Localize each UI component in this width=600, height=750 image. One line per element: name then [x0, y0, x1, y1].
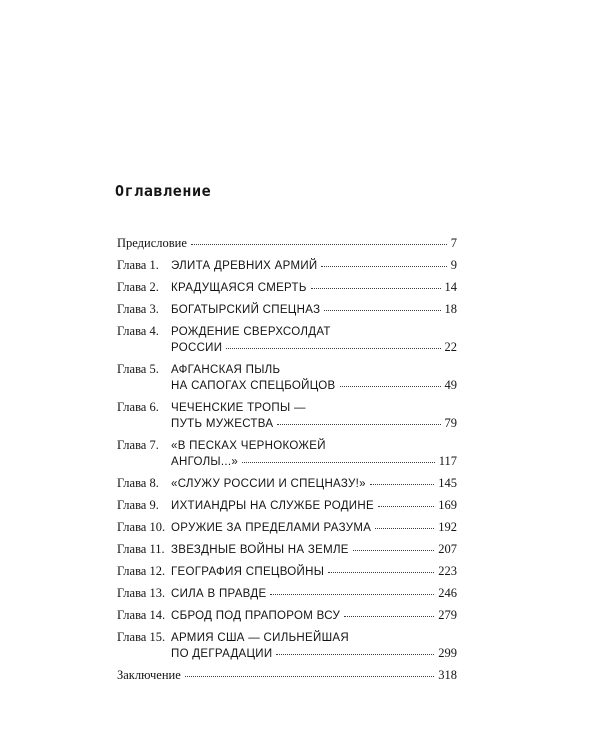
toc-page-number: 192: [438, 520, 457, 534]
chapter-number: Глава 2.: [117, 280, 159, 294]
toc-entry-chapter-14[interactable]: [117, 607, 457, 629]
chapter-number: Глава 11.: [117, 542, 165, 556]
toc-page-number: 22: [444, 340, 457, 354]
dot-leader: [226, 348, 440, 349]
chapter-title: ЗВЕЗДНЫЕ ВОЙНЫ НА ЗЕМЛЕ: [171, 544, 349, 556]
chapter-title: ОРУЖИЕ ЗА ПРЕДЕЛАМИ РАЗУМА: [171, 522, 372, 534]
toc-entry-chapter-12[interactable]: [117, 563, 457, 585]
chapter-title: «СЛУЖУ РОССИИ И СПЕЦНАЗУ!»: [171, 478, 366, 490]
toc-entry-title: Заключение: [117, 668, 181, 682]
chapter-title: РОЖДЕНИЕ СВЕРХСОЛДАТ: [171, 326, 331, 338]
toc-page-number: 223: [438, 564, 457, 578]
chapter-title: КРАДУЩАЯСЯ СМЕРТЬ: [171, 282, 307, 294]
toc-page-number: 207: [438, 542, 457, 556]
chapter-title: ИХТИАНДРЫ НА СЛУЖБЕ РОДИНЕ: [171, 500, 374, 512]
chapter-number: Глава 6.: [117, 400, 159, 414]
toc-entry-chapter-1[interactable]: [117, 257, 457, 279]
chapter-title-continued: АНГОЛЫ...»: [171, 456, 239, 468]
chapter-number: Глава 8.: [117, 476, 159, 490]
chapter-title-continued: РОССИИ: [171, 342, 223, 354]
toc-entry-chapter-5[interactable]: [117, 361, 457, 399]
chapter-number: Глава 4.: [117, 324, 159, 338]
chapter-title-continued: ПО ДЕГРАДАЦИИ: [171, 648, 273, 660]
chapter-number: Глава 12.: [117, 564, 166, 578]
toc-list: [117, 235, 457, 689]
toc-page-number: 49: [444, 378, 457, 392]
toc-entry-preface[interactable]: [117, 235, 457, 257]
toc-entry-chapter-6[interactable]: [117, 399, 457, 437]
chapter-title: СБРОД ПОД ПРАПОРОМ ВСУ: [171, 610, 341, 622]
chapter-number: Глава 13.: [117, 586, 166, 600]
chapter-number: Глава 15.: [117, 630, 166, 644]
toc-entry-chapter-9[interactable]: [117, 497, 457, 519]
chapter-number: Глава 9.: [117, 498, 159, 512]
chapter-title: ЧЕЧЕНСКИЕ ТРОПЫ —: [171, 402, 306, 414]
toc-entry-chapter-15[interactable]: [117, 629, 457, 667]
dot-leader: [324, 310, 440, 311]
dot-leader: [311, 288, 441, 289]
dot-leader: [340, 386, 441, 387]
toc-page-number: 18: [444, 302, 457, 316]
toc-page-number: 279: [438, 608, 457, 622]
chapter-title: БОГАТЫРСКИЙ СПЕЦНАЗ: [171, 304, 321, 316]
dot-leader: [270, 594, 434, 595]
toc-page-number: 79: [444, 416, 457, 430]
chapter-title: АФГАНСКАЯ ПЫЛЬ: [171, 364, 281, 376]
dot-leader: [321, 266, 446, 267]
chapter-title: СИЛА В ПРАВДЕ: [171, 588, 267, 600]
toc-entry-chapter-3[interactable]: [117, 301, 457, 323]
toc-page-number: 7: [450, 236, 457, 250]
toc-page-number: 299: [438, 646, 457, 660]
toc-page-number: 117: [438, 454, 457, 468]
chapter-number: Глава 3.: [117, 302, 159, 316]
toc-page-number: 318: [438, 668, 457, 682]
toc-heading: Оглавление: [115, 182, 212, 200]
toc-entry-chapter-7[interactable]: [117, 437, 457, 475]
chapter-number: Глава 10.: [117, 520, 166, 534]
dot-leader: [370, 484, 434, 485]
toc-entry-chapter-10[interactable]: [117, 519, 457, 541]
chapter-title: ГЕОГРАФИЯ СПЕЦВОЙНЫ: [171, 566, 325, 578]
toc-entry-conclusion[interactable]: [117, 667, 457, 689]
dot-leader: [353, 550, 434, 551]
chapter-title: АРМИЯ США — СИЛЬНЕЙШАЯ: [171, 632, 349, 644]
dot-leader: [328, 572, 434, 573]
toc-page-number: 9: [450, 258, 457, 272]
chapter-title: ЭЛИТА ДРЕВНИХ АРМИЙ: [171, 260, 318, 272]
toc-page-number: 246: [438, 586, 457, 600]
chapter-number: Глава 5.: [117, 362, 159, 376]
toc-entry-chapter-4[interactable]: [117, 323, 457, 361]
toc-entry-chapter-11[interactable]: [117, 541, 457, 563]
toc-entry-title: Предисловие: [117, 236, 187, 250]
chapter-number: Глава 7.: [117, 438, 159, 452]
dot-leader: [242, 462, 435, 463]
toc-page-number: 169: [438, 498, 457, 512]
dot-leader: [375, 528, 434, 529]
chapter-title-continued: ПУТЬ МУЖЕСТВА: [171, 418, 274, 430]
dot-leader: [344, 616, 434, 617]
dot-leader: [185, 676, 435, 677]
toc-entry-chapter-2[interactable]: [117, 279, 457, 301]
chapter-title: «В ПЕСКАХ ЧЕРНОКОЖЕЙ: [171, 440, 326, 452]
chapter-title-continued: НА САПОГАХ СПЕЦБОЙЦОВ: [171, 380, 336, 392]
dot-leader: [378, 506, 434, 507]
chapter-number: Глава 14.: [117, 608, 166, 622]
toc-entry-chapter-8[interactable]: [117, 475, 457, 497]
dot-leader: [276, 654, 434, 655]
dot-leader: [277, 424, 440, 425]
dot-leader: [191, 244, 447, 245]
chapter-number: Глава 1.: [117, 258, 159, 272]
toc-page-number: 14: [444, 280, 457, 294]
toc-entry-chapter-13[interactable]: [117, 585, 457, 607]
toc-page-number: 145: [438, 476, 457, 490]
